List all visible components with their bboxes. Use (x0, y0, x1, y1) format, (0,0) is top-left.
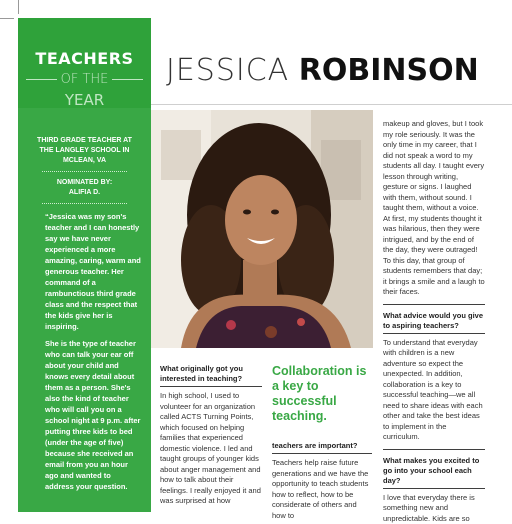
nomination-quote (45, 211, 141, 498)
divider (151, 104, 512, 105)
last-name: ROBINSON (299, 53, 479, 88)
first-name: JESSICA (166, 53, 289, 88)
portrait-photo (151, 110, 373, 348)
divider (42, 171, 127, 172)
pull-quote: Collaboration is a key to successful teaching. (272, 364, 372, 424)
divider (272, 453, 372, 454)
divider (383, 449, 485, 450)
column-left (160, 364, 262, 507)
teacher-name (166, 51, 486, 91)
nominator-name: ALIFIA D. (34, 188, 135, 198)
answer-text: I love that everyday there is something new and unpredictable. Kids are so (383, 493, 485, 524)
divider (383, 333, 485, 334)
crop-mark (18, 0, 19, 14)
question-heading: teachers are important? (272, 441, 372, 451)
divider (383, 304, 485, 305)
question-heading: What originally got you interested in teaching? (160, 364, 262, 384)
question-heading: What makes you excited to go into your school each day? (383, 456, 485, 486)
quote-paragraph: She is the type of teacher who can talk your ear off about your child and knows every detail about them as a person. She's also the kind of teacher who will call you on a school night at 9 p.m. after putting three kids to bed (under the age of five) because she received an email from you an hour ago and wanted to address your question. (45, 338, 141, 492)
divider (112, 79, 143, 80)
nominated-by (34, 178, 135, 198)
teachers-of-the-year-tag (18, 18, 151, 108)
portrait-illustration (151, 110, 373, 348)
tag-of: OF THE (57, 72, 113, 87)
column-right (383, 119, 485, 524)
column-middle (272, 441, 372, 521)
answer-text: In high school, I used to volunteer for an organization called ACTS Turning Points, which focused on helping families that experienced domestic violence. I led and taught groups of younger kids about anger management and how to talk about their feelings. I really enjoyed it and was surprised at how (160, 391, 262, 507)
tag-year: YEAR (18, 91, 151, 109)
divider (383, 488, 485, 489)
divider (42, 203, 127, 204)
divider (26, 79, 57, 80)
divider (160, 386, 262, 387)
crop-mark (0, 18, 14, 19)
answer-text: Teachers help raise future generations and we have the opportunity to teach students how to reflect, how to be considerate of others and how to (272, 458, 372, 521)
answer-text: makeup and gloves, but I took my role seriously. It was the only time in my career, that I did not speak a word to my students all day. I taught every lesson through writing, gesture or signs. I laughed with them, without sound. I taught them, without a voice. At first, my students thought it was hilarious, then they were intrigued, and by the end of the day, they were outraged! To this day, that group of students remembers that day; it brings a smile and a laugh to their faces. (383, 119, 485, 298)
teacher-role: THIRD GRADE TEACHER AT THE LANGLEY SCHOOL IN MCLEAN, VA (34, 136, 135, 166)
sidebar-panel (18, 18, 151, 512)
tag-title: TEACHERS (18, 49, 151, 68)
answer-text: To understand that everyday with children is a new adventure so expect the unexpected. In addition, collaboration is a key to successful teaching—we all need to share ideas with each other and take the best ideas to implement in the curriculum. (383, 338, 485, 443)
question-heading: What advice would you give to aspiring teachers? (383, 311, 485, 331)
nominated-label: NOMINATED BY: (34, 178, 135, 188)
quote-paragraph: “Jessica was my son's teacher and I can honestly say we have never experienced a more amazing, caring, warm and generous teacher. Her command of a rambunctious third grade class and the respect that the kids give her is inspiring. (45, 211, 141, 332)
